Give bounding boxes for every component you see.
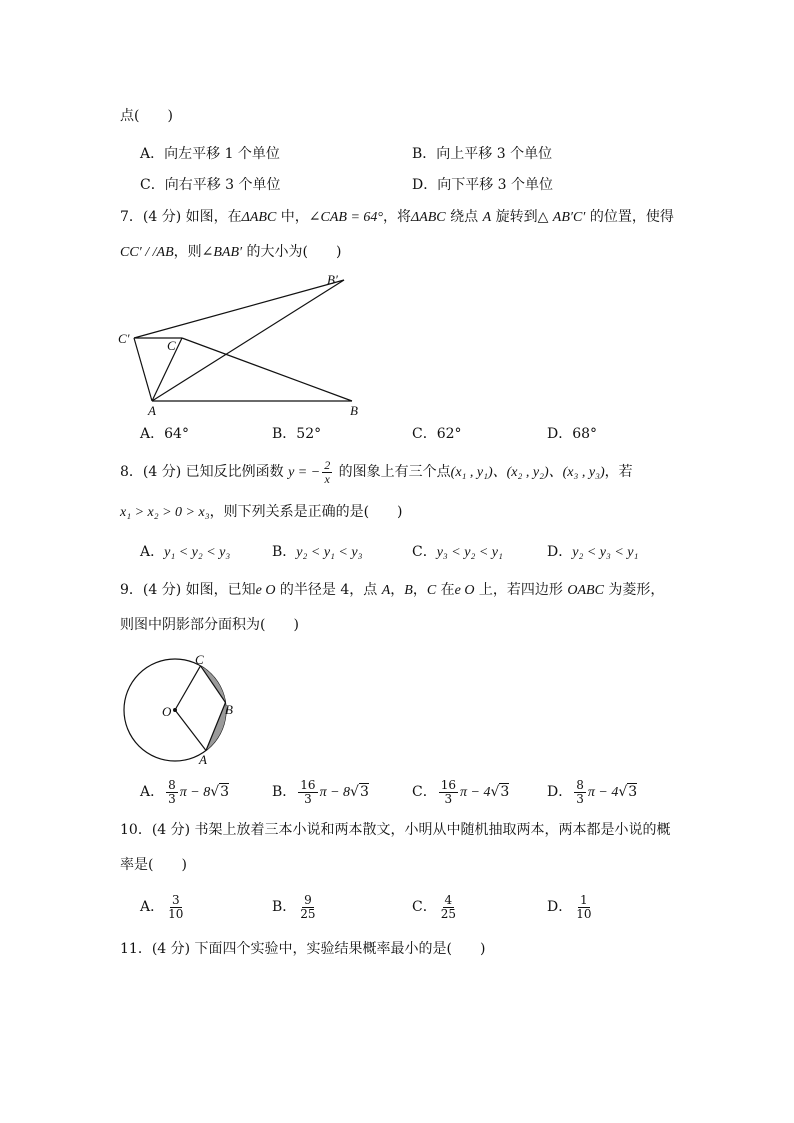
q7-option-c[interactable]: C．62° xyxy=(412,426,462,442)
q9-option-a[interactable]: A． $\frac{8}{3}$ π − 8√3 xyxy=(140,777,230,806)
q9-stem-line1: 9．(4 分) 如图，已知e O 的半径是 4，点 A，B，C 在e O 上，若四边形 OABC 为菱形， xyxy=(120,582,665,598)
label-a: A xyxy=(148,403,156,418)
q8-option-a[interactable]: A．y₁ < y₂ < y₃ xyxy=(140,544,231,560)
q6-option-b[interactable]: B．向上平移 3 个单位 xyxy=(412,146,553,162)
q7-option-a[interactable]: A．64° xyxy=(140,426,189,442)
q7-stem-line2: CC′ / /AB，则∠BAB′ 的大小为( ) xyxy=(120,244,342,260)
q8-option-c[interactable]: C．y₃ < y₂ < y₁ xyxy=(412,544,503,560)
segment-c-prime-a xyxy=(134,338,152,401)
q7-option-d[interactable]: D．68° xyxy=(547,426,598,442)
q6-tail: 点( ) xyxy=(120,108,173,124)
q8-option-b[interactable]: B．y₂ < y₁ < y₃ xyxy=(272,544,363,560)
q10-option-c[interactable]: C． $\frac{4}{25}$ xyxy=(412,892,456,921)
q9-option-b[interactable]: B． $\frac{16}{3}$ π − 8√3 xyxy=(272,777,369,806)
q7-triangle-figure xyxy=(112,268,372,423)
segment-c-prime-b-prime xyxy=(134,280,344,338)
label-b-prime: B′ xyxy=(327,272,338,287)
segment-c-b xyxy=(201,666,226,703)
q10-option-a[interactable]: A． $\frac{3}{10}$ xyxy=(140,892,184,921)
q8-stem-line1: 8．(4 分) 已知反比例函数 y = − $\frac{2}{x}$ 的图象上有三个点(x₁ , y₁)、(x₂ , y₂)、(x₃ , y₃)，若 xyxy=(120,457,633,486)
label-b: B xyxy=(350,403,358,418)
q10-stem-line2: 率是( ) xyxy=(120,857,187,873)
label-c: C xyxy=(195,652,204,667)
q7-option-b[interactable]: B．52° xyxy=(272,426,322,442)
label-b: B xyxy=(225,702,233,717)
q7-stem-line1: 7．(4 分) 如图，在ΔABC 中，∠CAB = 64°，将ΔABC 绕点 A 旋转到△ AB′C′ 的位置，使得 xyxy=(120,209,674,225)
label-o: O xyxy=(162,704,172,719)
q11-stem-line1: 11．(4 分) 下面四个实验中，实验结果概率最小的是( ) xyxy=(120,941,486,957)
q10-option-d[interactable]: D． $\frac{1}{10}$ xyxy=(547,892,592,921)
q10-stem-line1: 10．(4 分) 书架上放着三本小说和两本散文，小明从中随机抽取两本，两本都是小说的概 xyxy=(120,822,671,838)
q9-option-d[interactable]: D． $\frac{8}{3}$ π − 4√3 xyxy=(547,777,638,806)
segment-o-a xyxy=(175,710,206,751)
q9-stem-line2: 则图中阴影部分面积为( ) xyxy=(120,617,299,633)
label-a: A xyxy=(199,752,207,767)
q6-option-d[interactable]: D．向下平移 3 个单位 xyxy=(412,177,554,193)
center-point xyxy=(173,708,177,712)
q8-stem-line2: x₁ > x₂ > 0 > x₃，则下列关系是正确的是( ) xyxy=(120,504,403,520)
q9-circle-figure xyxy=(115,650,245,768)
q9-option-c[interactable]: C． $\frac{16}{3}$ π − 4√3 xyxy=(412,777,510,806)
segment-o-c xyxy=(175,666,201,710)
q6-option-a[interactable]: A．向左平移 1 个单位 xyxy=(140,146,280,162)
q10-option-b[interactable]: B． $\frac{9}{25}$ xyxy=(272,892,316,921)
q6-option-c[interactable]: C．向右平移 3 个单位 xyxy=(140,177,281,193)
label-c-prime: C′ xyxy=(118,331,130,346)
q8-option-d[interactable]: D．y₂ < y₃ < y₁ xyxy=(547,544,639,560)
label-c: C xyxy=(167,338,176,353)
segment-c-b xyxy=(182,338,352,401)
